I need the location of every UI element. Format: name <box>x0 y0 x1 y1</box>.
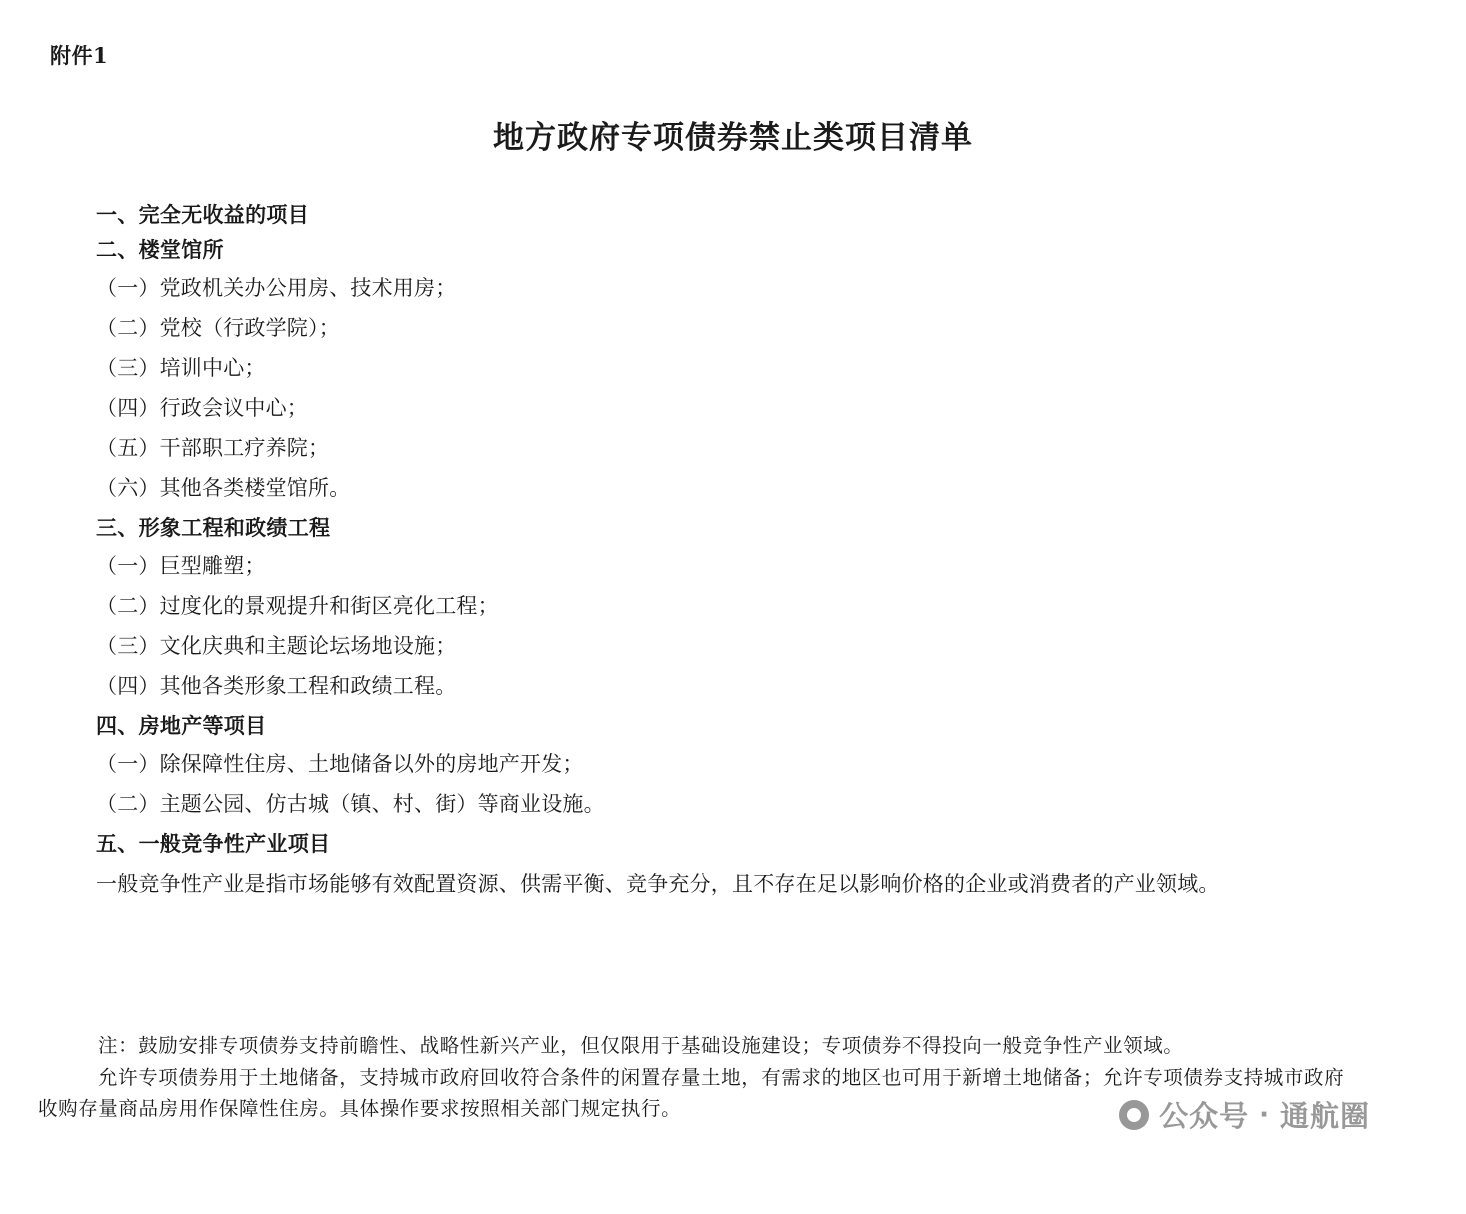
watermark <box>1119 1094 1370 1135</box>
page-title: 地方政府专项债券禁止类项目清单 <box>493 120 973 156</box>
section-heading: 二、楼堂馆所 <box>96 238 224 262</box>
watermark-prefix: 公众号 <box>1159 1099 1250 1133</box>
list-item: （四）其他各类形象工程和政绩工程。 <box>96 674 457 698</box>
list-item: （三）培训中心； <box>96 356 266 380</box>
list-item: （一）除保障性住房、土地储备以外的房地产开发； <box>96 752 584 776</box>
section-heading: 三、形象工程和政绩工程 <box>96 516 331 540</box>
list-item: （一）党政机关办公用房、技术用房； <box>96 276 457 300</box>
section-heading: 四、房地产等项目 <box>96 714 267 738</box>
list-item: （五）干部职工疗养院； <box>96 436 330 460</box>
section-heading: 五、一般竞争性产业项目 <box>96 832 331 856</box>
section-3 <box>96 518 1386 697</box>
note-line: 允许专项债券用于土地储备，支持城市政府回收符合条件的闲置存量土地，有需求的地区也可用于新增土地储备；允许专项债券支持城市政府收购存量商品房用作保障性住房。具体操作要求按照相关部门规定执行。 <box>38 1065 1345 1121</box>
list-item: （六）其他各类楼堂馆所。 <box>96 476 351 500</box>
list-item: （三）文化庆典和主题论坛场地设施； <box>96 634 457 658</box>
list-item: （四）行政会议中心； <box>96 396 308 420</box>
attachment-label: 附件1 <box>50 43 109 68</box>
section-paragraph: 一般竞争性产业是指市场能够有效配置资源、供需平衡、竞争充分，且不存在足以影响价格的企业或消费者的产业领域。 <box>96 872 1220 896</box>
section-4 <box>96 716 1386 815</box>
list-item: （二）主题公园、仿古城（镇、村、街）等商业设施。 <box>96 792 605 816</box>
list-item: （一）巨型雕塑； <box>96 554 266 578</box>
list-item: （二）党校（行政学院）； <box>96 316 340 340</box>
list-item: （二）过度化的景观提升和街区亮化工程； <box>96 594 499 618</box>
watermark-separator: · <box>1259 1099 1270 1130</box>
watermark-badge-icon <box>1119 1100 1149 1130</box>
watermark-name: 通航圈 <box>1279 1099 1370 1133</box>
section-2 <box>96 240 1386 499</box>
document-body <box>96 205 1386 905</box>
section-1 <box>96 205 1386 226</box>
note-line: 注：鼓励安排专项债券支持前瞻性、战略性新兴产业，但仅限用于基础设施建设；专项债券不得投向一般竞争性产业领域。 <box>98 1034 1184 1057</box>
section-heading: 一、完全无收益的项目 <box>96 203 309 227</box>
section-5 <box>96 834 1386 899</box>
